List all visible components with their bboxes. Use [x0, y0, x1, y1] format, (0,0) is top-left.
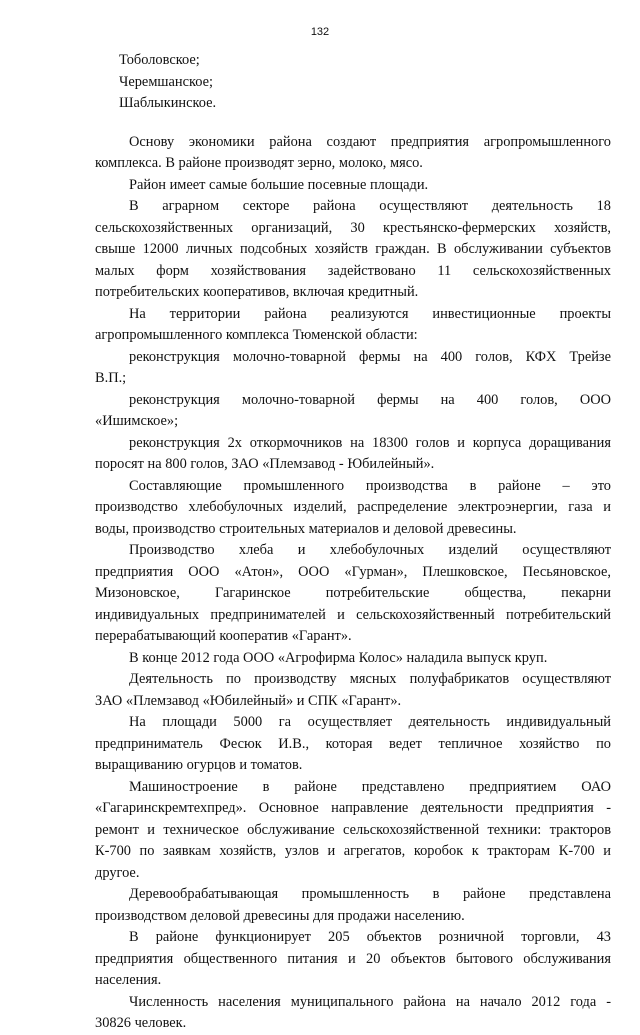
text-line: производство хлебобулочных изделий, распределение электроэнергии, газа и: [95, 499, 611, 515]
paragraph-investment-projects: [95, 304, 611, 476]
text-line: К-700 по заявкам хозяйств, узлов и агрегатов, коробок к тракторам К-700 и: [95, 843, 611, 859]
text-line: Мизоновское, Гагаринское потребительские общества, пекарни: [95, 585, 611, 601]
text-line: воды, производство строительных материалов и деловой древесины.: [95, 520, 517, 537]
paragraph-meat: [95, 669, 611, 712]
page-number: 132: [310, 26, 330, 38]
text-line: предприятия ООО «Атон», ООО «Гурман», Плешковское, Песьяновское,: [95, 563, 611, 580]
list-item: Черемшанское;: [119, 73, 214, 90]
paragraph-bakery: [95, 540, 611, 648]
paragraph-woodworking: [95, 884, 611, 927]
text-line: сельскохозяйственных организаций, 30 крестьянско-фермерских хозяйств,: [95, 219, 611, 236]
text-line: производством деловой древесины для продажи населению.: [95, 907, 465, 924]
text-line: комплекса. В районе производят зерно, молоко, мясо.: [95, 155, 423, 171]
paragraph-population: [95, 992, 611, 1035]
text-line: реконструкция 2х откормочников на 18300 голов и корпуса доращивания: [129, 434, 611, 451]
text-line: населения.: [95, 972, 162, 988]
text-line: Деятельность по производству мясных полуфабрикатов осуществляют: [129, 671, 611, 687]
text-line: В конце 2012 года ООО «Агрофирма Колос» наладила выпуск круп.: [129, 649, 548, 666]
paragraph-agrarian-sector: [95, 196, 611, 304]
text-line: малых форм хозяйствования задействовано 11 сельскохозяйственных: [95, 262, 611, 279]
text-line: реконструкция молочно-товарной фермы на 400 голов, КФХ Трейзе: [129, 348, 611, 365]
list-item: Тоболовское;: [119, 52, 200, 68]
text-line: На территории района реализуются инвестиционные проекты: [129, 305, 611, 322]
text-line: Район имеет самые большие посевные площади.: [129, 176, 429, 193]
text-line: агропромышленного комплекса Тюменской области:: [95, 327, 418, 343]
text-line: Численность населения муниципального района на начало 2012 года -: [129, 993, 611, 1010]
text-line: На площади 5000 га осуществляет деятельность индивидуальный: [129, 714, 611, 730]
paragraph-greenhouse: [95, 712, 611, 777]
text-line: другое.: [95, 864, 140, 881]
text-line: ЗАО «Племзавод «Юбилейный» и СПК «Гарант».: [95, 692, 402, 709]
text-line: Машиностроение в районе представлено предприятием ОАО: [129, 778, 611, 795]
text-line: индивидуальных предпринимателей и сельскохозяйственный потребительский: [95, 606, 611, 623]
text-line: «Ишимское»;: [95, 413, 179, 429]
text-line: перерабатывающий кооператив «Гарант».: [95, 628, 352, 644]
text-line: Составляющие промышленного производства в районе – это: [129, 477, 611, 494]
text-line: Деревообрабатывающая промышленность в районе представлена: [129, 886, 611, 902]
text-line: 30826 человек.: [95, 1015, 187, 1031]
paragraph-economy: [95, 132, 611, 175]
text-line: В аграрном секторе района осуществляют деятельность 18: [129, 198, 611, 214]
text-line: В.П.;: [95, 370, 127, 386]
text-line: «Гагаринскремтехпред». Основное направление деятельности предприятия -: [95, 800, 611, 816]
paragraph-machinery: [95, 777, 611, 885]
list-item: Шаблыкинское.: [119, 95, 217, 111]
document-body: [95, 50, 611, 1035]
paragraph-trade: [95, 927, 611, 992]
paragraph-gap: [95, 115, 611, 132]
text-line: реконструкция молочно-товарной фермы на 400 голов, ООО: [129, 391, 611, 408]
text-line: Основу экономики района создают предприятия агропромышленного: [129, 133, 611, 150]
text-line: В районе функционирует 205 объектов розничной торговли, 43: [129, 929, 611, 945]
text-line: ремонт и техническое обслуживание сельскохозяйственной техники: тракторов: [95, 821, 611, 838]
text-line: поросят на 800 голов, ЗАО «Племзавод - Юбилейный».: [95, 456, 435, 472]
text-line: предприниматель Фесюк И.В., которая ведет тепличное хозяйство по: [95, 735, 611, 752]
text-line: потребительских кооперативов, включая кредитный.: [95, 284, 419, 300]
paragraph-industry: [95, 476, 611, 541]
text-line: выращиванию огурцов и томатов.: [95, 757, 303, 773]
text-line: Производство хлеба и хлебобулочных изделий осуществляют: [129, 542, 611, 558]
district-list: [95, 50, 611, 115]
text-line: свыше 12000 личных подсобных хозяйств граждан. В обслуживании субъектов: [95, 241, 611, 257]
text-line: предприятия общественного питания и 20 объектов бытового обслуживания: [95, 950, 611, 967]
